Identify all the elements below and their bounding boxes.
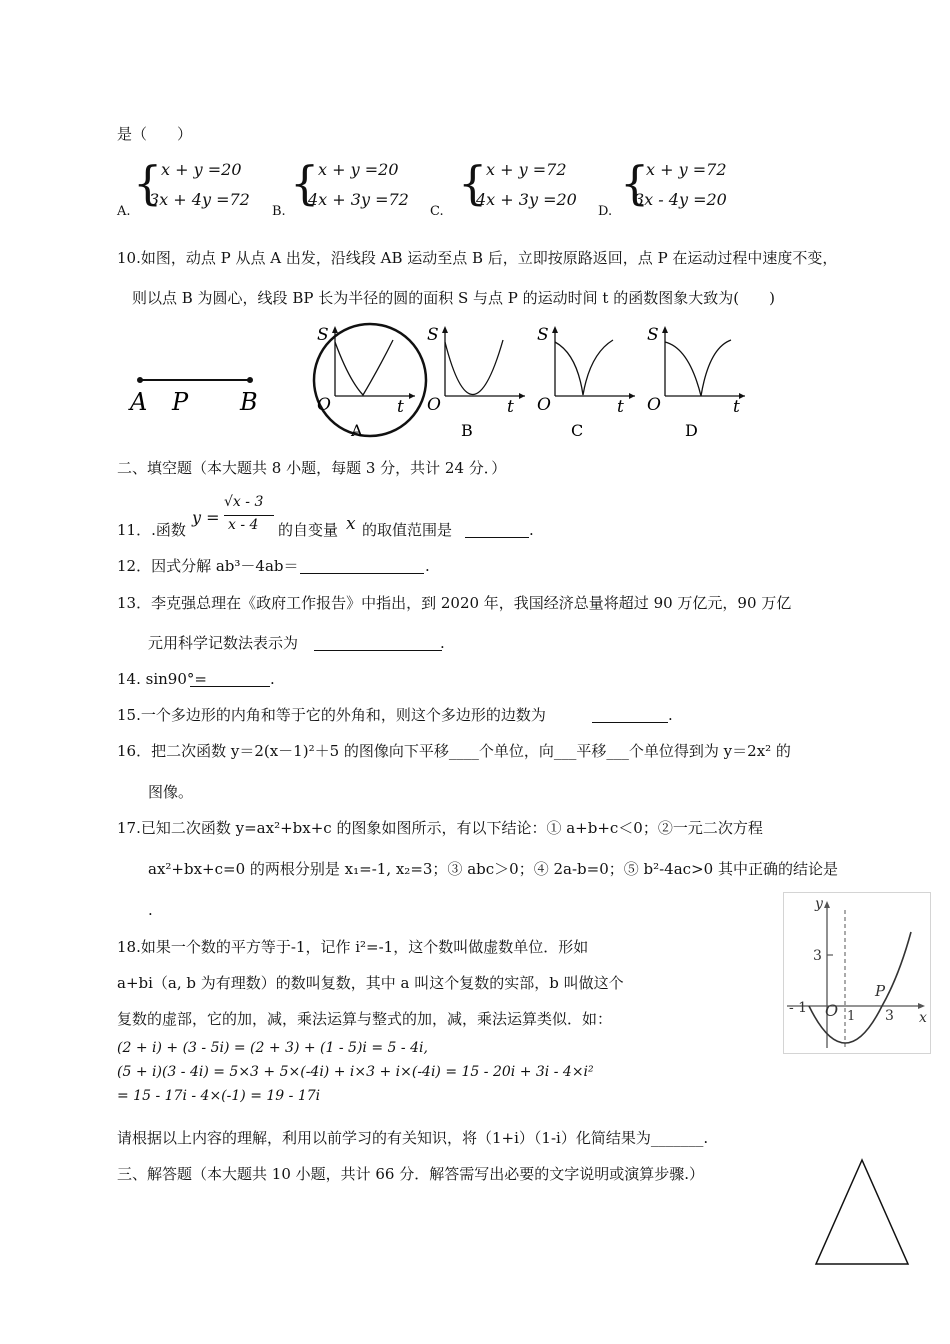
figure-frame bbox=[784, 893, 931, 1054]
s-label: S bbox=[647, 325, 659, 345]
q13-line-1: 13．李克强总理在《政府工作报告》中指出，到 2020 年，我国经济总量将超过 90 万亿元，90 万亿 bbox=[117, 594, 792, 612]
q13-line-2: 元用科学记数法表示为 bbox=[148, 634, 299, 652]
graph-d bbox=[647, 325, 745, 440]
equation-1: x + y =72 bbox=[646, 160, 727, 179]
q18-formula-2: (5 + i)(3 - 4i) = 5×3 + 5×(-4i) + i×3 + i×(-4i) = 15 - 20i + 3i - 4×i² bbox=[117, 1064, 594, 1080]
q11-mid: 的自变量 bbox=[278, 521, 339, 539]
q16-line-1: 16．把二次函数 y＝2(x－1)²＋5 的图像向下平移____个单位，向___平移___个单位得到为 y＝2x² 的 bbox=[117, 742, 791, 760]
p-label: P bbox=[875, 982, 886, 1000]
curve bbox=[445, 340, 503, 395]
y-tick-label: 3 bbox=[813, 948, 822, 964]
q11-answer-blank[interactable] bbox=[465, 537, 529, 538]
t-label: t bbox=[733, 397, 740, 417]
q11-numerator: √x - 3 bbox=[224, 494, 264, 510]
q12-text: 12．因式分解 ab³－4ab＝ bbox=[117, 557, 299, 575]
q14-answer-blank[interactable] bbox=[190, 686, 270, 687]
equation-1: x + y =20 bbox=[161, 160, 242, 179]
arrow-icon bbox=[409, 393, 415, 399]
fraction-bar bbox=[224, 515, 274, 516]
segment-circle-figure bbox=[128, 324, 426, 436]
q18-line-2: a+bi（a, b 为有理数）的数叫复数，其中 a 叫这个复数的实部，b 叫做这个 bbox=[117, 974, 624, 992]
graph-a bbox=[317, 325, 415, 440]
q13-answer-blank[interactable] bbox=[314, 650, 442, 651]
q17-line-2: ax²+bx+c=0 的两根分别是 x₁=-1, x₂=3；③ abc＞0；④ 2a-b=0；⑤ b²-4ac>0 其中正确的结论是 bbox=[148, 860, 838, 878]
q17-line-3: . bbox=[148, 901, 153, 919]
equation-1: x + y =20 bbox=[318, 160, 399, 179]
curve bbox=[665, 340, 731, 396]
point-b bbox=[247, 377, 253, 383]
q15-end: . bbox=[668, 706, 673, 724]
graph-label: A bbox=[351, 421, 363, 440]
brace-glyph: { bbox=[620, 156, 650, 210]
graph-label: C bbox=[571, 421, 584, 440]
equation-2: 4x + 3y =72 bbox=[308, 190, 409, 209]
q18-line-1: 18.如果一个数的平方等于-1，记作 i²=-1，这个数叫做虚数单位．形如 bbox=[117, 938, 589, 956]
triangle-figure bbox=[812, 1156, 912, 1268]
curve bbox=[335, 340, 393, 395]
o-label: O bbox=[537, 395, 551, 415]
q10-line-2: 则以点 B 为圆心，线段 BP 长为半径的圆的面积 S 与点 P 的运动时间 t 的函数图象大致为( ) bbox=[132, 289, 775, 307]
arrow-icon bbox=[552, 326, 558, 333]
option-label: A. bbox=[117, 204, 131, 219]
origin-label: O bbox=[825, 1001, 839, 1020]
option-label: B. bbox=[272, 204, 286, 219]
x-tick-label: 1 bbox=[847, 1009, 856, 1024]
graph-label: D bbox=[685, 421, 698, 440]
x-label: x bbox=[919, 1010, 927, 1026]
q18-line-3: 复数的虚部，它的加，减，乘法运算与整式的加，减，乘法运算类似．如： bbox=[117, 1010, 613, 1028]
arrow-icon bbox=[739, 393, 745, 399]
point-a bbox=[137, 377, 143, 383]
equation-2: 3x + 4y =72 bbox=[149, 190, 250, 209]
arrow-icon bbox=[662, 326, 668, 333]
triangle bbox=[816, 1160, 908, 1264]
label-b: B bbox=[240, 388, 258, 416]
y-label: y bbox=[815, 896, 823, 912]
q14-end: . bbox=[270, 670, 275, 688]
section-2-heading: 二、填空题（本大题共 8 小题，每题 3 分，共计 24 分．） bbox=[117, 459, 507, 477]
q16-line-2: 图像。 bbox=[148, 783, 194, 801]
q15-text: 15.一个多边形的内角和等于它的外角和，则这个多边形的边数为 bbox=[117, 706, 546, 724]
arrow-icon bbox=[629, 393, 635, 399]
graph-label: B bbox=[461, 421, 473, 440]
arrow-icon bbox=[442, 326, 448, 333]
s-label: S bbox=[537, 325, 549, 345]
q11-x: x bbox=[346, 514, 356, 534]
q10-line-1: 10.如图，动点 P 从点 A 出发，沿线段 AB 运动至点 B 后，立即按原路返回，点 P 在运动过程中速度不变， bbox=[117, 249, 838, 267]
q11-prefix: 11．.函数 bbox=[117, 521, 186, 539]
q9-option-b bbox=[272, 156, 452, 219]
option-label: D. bbox=[598, 204, 613, 219]
q11-denominator: x - 4 bbox=[228, 517, 259, 533]
label-a: A bbox=[130, 388, 148, 416]
q12-answer-blank[interactable] bbox=[300, 573, 424, 574]
q10-figures bbox=[120, 318, 770, 446]
graph-c bbox=[537, 325, 635, 440]
option-label: C. bbox=[430, 204, 444, 219]
equation-2: 4x + 3y =20 bbox=[476, 190, 577, 209]
q18-formula-3: = 15 - 17i - 4×(-1) = 19 - 17i bbox=[117, 1088, 321, 1104]
section-3-heading: 三、解答题（本大题共 10 小题，共计 66 分．解答需写出必要的文字说明或演算步骤.） bbox=[117, 1165, 705, 1183]
q18-formula-1: (2 + i) + (3 - 5i) = (2 + 3) + (1 - 5)i = 5 - 4i, bbox=[117, 1040, 428, 1056]
q11-y: y = bbox=[192, 508, 220, 527]
graph-b bbox=[427, 325, 525, 440]
label-p: P bbox=[172, 388, 189, 416]
o-label: O bbox=[647, 395, 661, 415]
q9-option-c bbox=[430, 156, 610, 219]
equation-2: 3x - 4y =20 bbox=[634, 190, 727, 209]
q11-end: . bbox=[529, 521, 534, 539]
q17-line-1: 17.已知二次函数 y=ax²+bx+c 的图象如图所示，有以下结论：① a+b+c＜0；②一元二次方程 bbox=[117, 819, 763, 837]
q9-option-d bbox=[598, 156, 778, 219]
x-tick-label: 3 bbox=[885, 1008, 894, 1024]
brace-glyph: { bbox=[458, 156, 488, 210]
t-label: t bbox=[507, 397, 514, 417]
q12-end: . bbox=[425, 557, 430, 575]
curve bbox=[555, 340, 613, 395]
brace-glyph: { bbox=[133, 156, 163, 210]
equation-1: x + y =72 bbox=[486, 160, 567, 179]
q14-text: 14. sin90°= bbox=[117, 670, 207, 688]
q9-option-a bbox=[117, 156, 297, 219]
q17-parabola-figure bbox=[783, 892, 931, 1054]
t-label: t bbox=[617, 397, 624, 417]
q11-post: 的取值范围是 bbox=[362, 521, 453, 539]
o-label: O bbox=[427, 395, 441, 415]
s-label: S bbox=[427, 325, 439, 345]
arrow-icon bbox=[332, 326, 338, 333]
o-label: O bbox=[317, 395, 331, 415]
q13-end: . bbox=[440, 634, 445, 652]
circle-b bbox=[314, 324, 426, 436]
brace-glyph: { bbox=[290, 156, 320, 210]
arrow-icon bbox=[519, 393, 525, 399]
q15-answer-blank[interactable] bbox=[592, 722, 668, 723]
s-label: S bbox=[317, 325, 329, 345]
t-label: t bbox=[397, 397, 404, 417]
x-tick-label: - 1 bbox=[789, 1000, 808, 1016]
q9-tail: 是（ ） bbox=[117, 125, 193, 143]
q18-line-4: 请根据以上内容的理解，利用以前学习的有关知识，将（1+i）（1-i）化简结果为_______. bbox=[117, 1129, 709, 1147]
